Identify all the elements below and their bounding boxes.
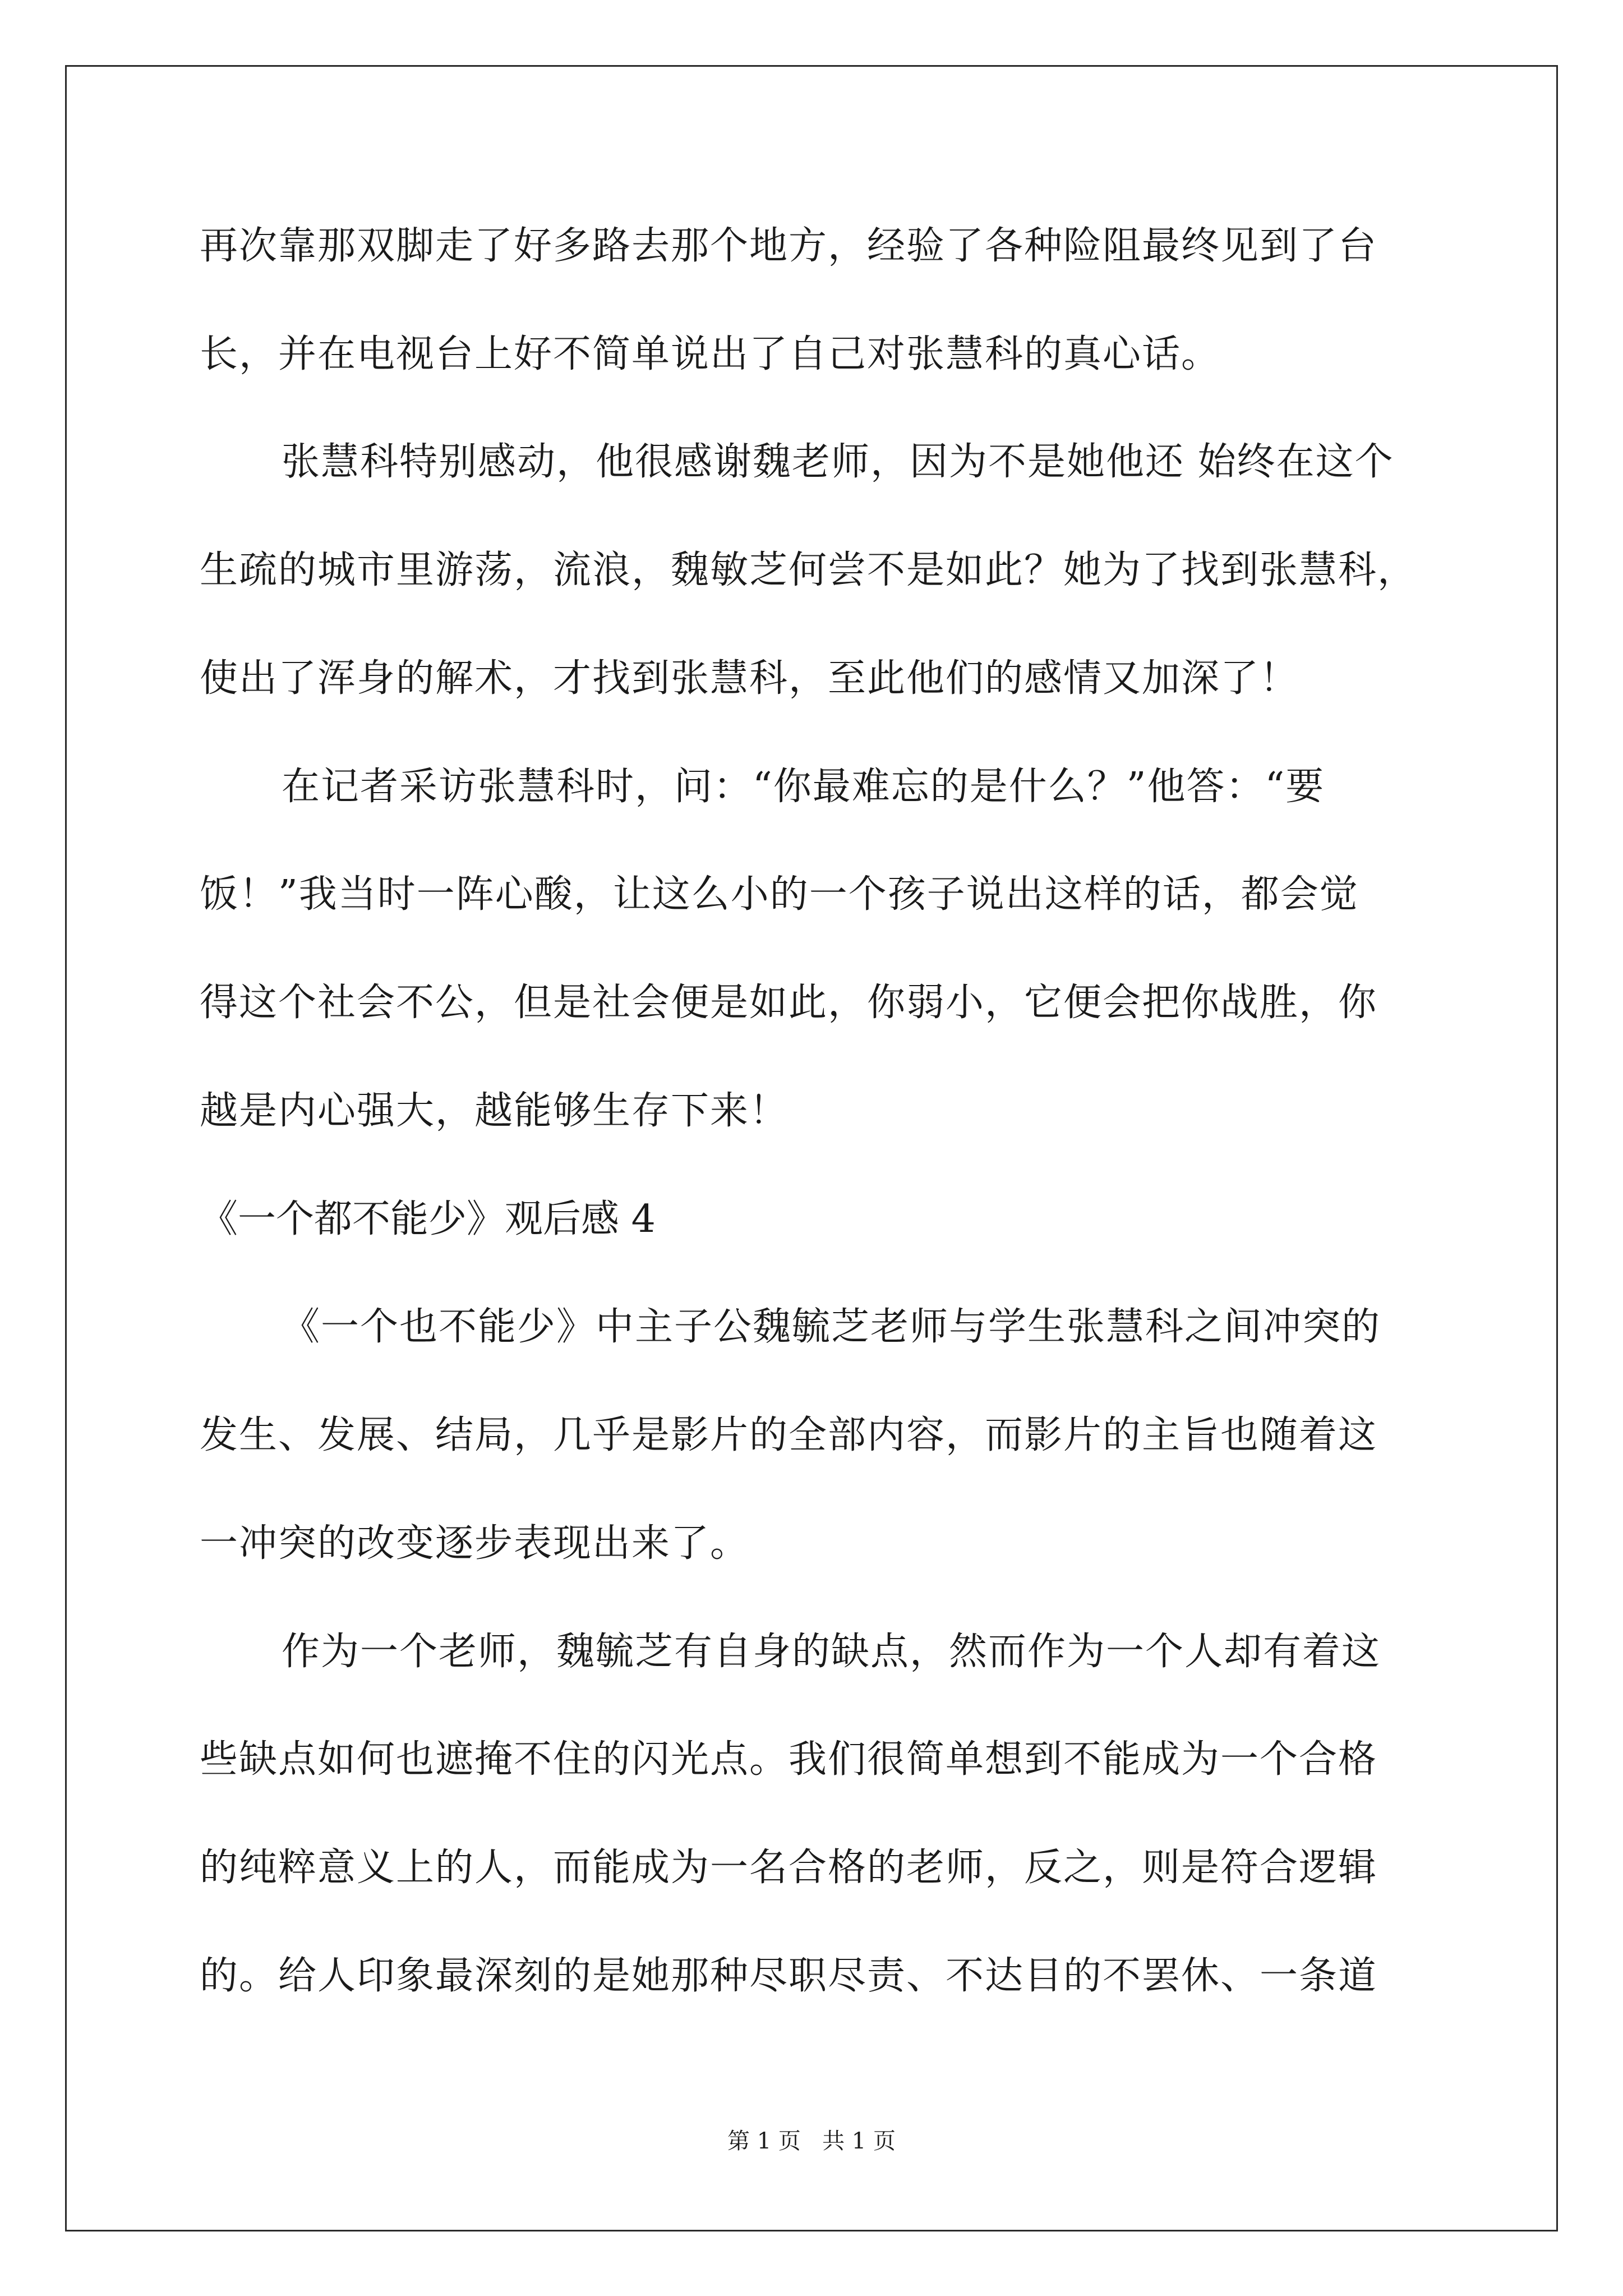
paragraph-line: 得这个社会不公，但是社会便是如此，你弱小，它便会把你战胜，你 xyxy=(200,981,1378,1025)
paragraph-line: 使出了浑身的解术，才找到张慧科，至此他们的感情又加深了！ xyxy=(200,656,1299,701)
paragraph-line: 饭！”我当时一阵心酸，让这么小的一个孩子说出这样的话，都会觉 xyxy=(200,872,1359,917)
paragraph-line: 生疏的城市里游荡，流浪，魏敏芝何尝不是如此？她为了找到张慧科， xyxy=(200,548,1417,592)
paragraph-line: 再次靠那双脚走了好多路去那个地方，经验了各种险阻最终见到了台 xyxy=(200,224,1378,268)
paragraph-line: 越是内心强大，越能够生存下来！ xyxy=(200,1089,789,1133)
paragraph-line: 《一个也不能少》中主子公魏毓芝老师与学生张慧科之间冲突的 xyxy=(282,1305,1381,1349)
paragraph-line: 些缺点如何也遮掩不住的闪光点。我们很简单想到不能成为一个合格 xyxy=(200,1737,1378,1782)
paragraph-line: 发生、发展、结局，几乎是影片的全部内容，而影片的主旨也随着这 xyxy=(200,1413,1378,1457)
paragraph-line: 一冲突的改变逐步表现出来了。 xyxy=(200,1521,750,1566)
page-border xyxy=(65,65,1558,2231)
paragraph-line: 在记者采访张慧科时，问：“你最难忘的是什么？”他答：“要 xyxy=(282,765,1325,809)
paragraph-line: 作为一个老师，魏毓芝有自身的缺点，然而作为一个人却有着这 xyxy=(282,1630,1381,1674)
section-heading: 《一个都不能少》观后感 4 xyxy=(200,1197,656,1241)
page-footer: 第 1 页 共 1 页 xyxy=(727,2128,896,2154)
paragraph-line: 长，并在电视台上好不简单说出了自己对张慧科的真心话。 xyxy=(200,332,1221,376)
paragraph-line: 的纯粹意义上的人，而能成为一名合格的老师，反之，则是符合逻辑 xyxy=(200,1846,1378,1890)
paragraph-line: 的。给人印象最深刻的是她那种尽职尽责、不达目的不罢休、一条道 xyxy=(200,1954,1378,1998)
paragraph-line: 张慧科特别感动，他很感谢魏老师，因为不是她他还 始终在这个 xyxy=(282,440,1394,484)
